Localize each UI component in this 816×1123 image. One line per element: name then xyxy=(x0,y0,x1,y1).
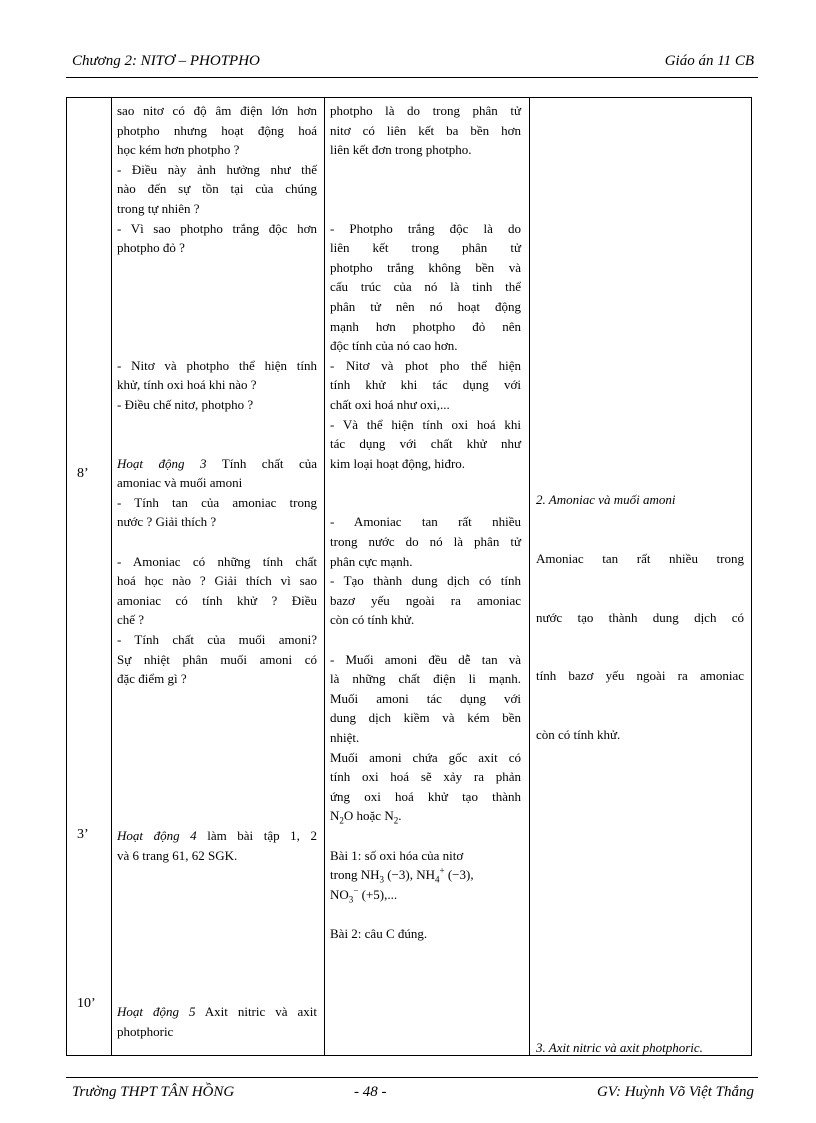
n2o-formula-line: $N_2O$ hoặc $N_2$. xyxy=(330,808,402,826)
teacher-line: photpho đỏ ? xyxy=(117,240,185,256)
content-section-2 xyxy=(536,490,744,784)
student-line: chất oxi hoá như oxi,... xyxy=(330,396,450,412)
exercise-2-line: Bài 2: câu C đúng. xyxy=(330,925,428,941)
teacher-line: sao nitơ có độ âm điện lớn hơn xyxy=(117,103,317,118)
student-line: còn có tính khử. xyxy=(330,612,415,628)
footer-rule xyxy=(66,1077,758,1078)
student-line: độc tính của nó cao hơn. xyxy=(330,338,458,354)
student-line: liên kết trong phân tử xyxy=(330,240,521,256)
header-lesson-plan: Giáo án 11 CB xyxy=(664,53,754,69)
student-line: tác dụng với chất khử như xyxy=(330,436,521,452)
teacher-line: Sự nhiệt phân muối amoni có xyxy=(117,651,317,667)
student-line: kim loại hoạt động, hiđro. xyxy=(330,455,466,471)
teacher-line: chế ? xyxy=(117,612,145,628)
teacher-line: photpho nhưng hoạt động hoá xyxy=(117,122,317,138)
student-column xyxy=(330,101,521,944)
teacher-line: và 6 trang 61, 62 SGK. xyxy=(117,847,238,863)
time-activity-5: 10’ xyxy=(77,996,96,1011)
student-line: mạnh hơn photpho đỏ nên xyxy=(330,318,521,334)
student-line: - Amoniac tan rất nhiều xyxy=(330,514,521,530)
teacher-line: đặc điểm gì ? xyxy=(117,671,187,687)
header-chapter: Chương 2: NITƠ – PHOTPHO xyxy=(72,53,260,69)
student-line: - Tạo thành dung dịch có tính xyxy=(330,573,521,589)
lesson-table xyxy=(66,97,752,1056)
student-line: là những chất điện li mạnh. xyxy=(330,671,521,687)
exercise-1-line: Bài 1: số oxi hóa của nitơ xyxy=(330,847,464,863)
teacher-line: trong tự nhiên ? xyxy=(117,200,200,216)
student-line: dung dịch kiềm và kém bền xyxy=(330,710,521,726)
column-divider-1 xyxy=(111,98,112,1055)
teacher-line: - Điều này ảnh hưởng như thế xyxy=(117,161,317,177)
teacher-line: học kém hơn photpho ? xyxy=(117,142,240,158)
activity-4-heading: Hoạt động 4 làm bài tập 1, 2 xyxy=(117,827,317,843)
student-line: cấu trúc của nó là tinh thể xyxy=(330,279,521,295)
teacher-line: - Amoniac có những tính chất xyxy=(117,553,317,569)
student-line: - Muối amoni đều dễ tan và xyxy=(330,651,521,667)
column-divider-2 xyxy=(324,98,325,1055)
section-3-heading: 3. Axit nitric và axit photphoric. xyxy=(536,1040,703,1055)
time-activity-3: 8’ xyxy=(77,466,89,481)
exercise-1-formula-line: $NO_3^-$ (+5),... xyxy=(330,885,398,905)
content-line: Amoniac tan rất nhiều trong xyxy=(536,550,744,566)
teacher-line: khử, tính oxi hoá khi nào ? xyxy=(117,377,257,393)
teacher-line: nước ? Giải thích ? xyxy=(117,514,217,530)
teacher-line: - Tính tan của amoniac trong xyxy=(117,494,317,510)
footer-teacher: GV: Huỳnh Võ Việt Thắng xyxy=(596,1084,754,1100)
time-activity-4: 3’ xyxy=(77,827,89,842)
teacher-line: - Nitơ và photpho thể hiện tính xyxy=(117,357,317,373)
student-line: nhiệt. xyxy=(330,730,360,745)
teacher-line: - Tính chất của muối amoni? xyxy=(117,632,317,648)
student-line: nitơ có liên kết ba bền hơn xyxy=(330,122,521,138)
teacher-line: amoniac và muối amoni xyxy=(117,475,243,491)
student-line: - Nitơ và phot pho thể hiện xyxy=(330,357,521,373)
student-line: photpho là do trong phân tử xyxy=(330,103,521,118)
teacher-line: - Vì sao photpho trắng độc hơn xyxy=(117,220,317,236)
student-line: tính oxi hoá sẽ xảy ra phản xyxy=(330,769,521,785)
activity-5-heading: Hoạt động 5 Axit nitric và axit xyxy=(117,1004,317,1020)
student-line: - Và thể hiện tính oxi hoá khi xyxy=(330,416,521,432)
student-line: bazơ yếu ngoài ra amoniac xyxy=(330,592,521,608)
page-number: - 48 - xyxy=(354,1084,387,1100)
header-rule xyxy=(66,77,758,78)
student-line: phân cực mạnh. xyxy=(330,553,413,569)
teacher-line: nào đến sự tồn tại của chúng xyxy=(117,181,317,197)
section-2-heading: 2. Amoniac và muối amoni xyxy=(536,492,676,507)
teacher-line: photphoric xyxy=(117,1023,174,1039)
teacher-line: amoniac có tính khử ? Điều xyxy=(117,592,317,608)
content-line: tính bazơ yếu ngoài ra amoniac xyxy=(536,668,744,684)
teacher-line: - Điều chế nitơ, photpho ? xyxy=(117,396,254,412)
student-line: ứng oxi hoá khử tạo thành xyxy=(330,788,521,804)
student-line: Muối amoni tác dụng với xyxy=(330,690,521,706)
student-line: tính khử khi tác dụng với xyxy=(330,377,521,393)
content-line: còn có tính khử. xyxy=(536,727,621,743)
student-line: liên kết đơn trong photpho. xyxy=(330,142,472,158)
student-line: trong nước do nó là phân tử xyxy=(330,534,521,550)
teacher-column xyxy=(117,101,317,1042)
student-line: Muối amoni chứa gốc axit có xyxy=(330,749,521,765)
student-line: photpho trắng không bền và xyxy=(330,259,521,275)
teacher-line: hoá học nào ? Giải thích vì sao xyxy=(117,573,317,589)
exercise-1-formula-line: trong $NH_3$ (−3), $NH_4^+$ (−3), xyxy=(330,865,474,885)
column-divider-3 xyxy=(529,98,530,1055)
content-line: nước tạo thành dung dịch có xyxy=(536,609,744,625)
student-line: phân tử nên nó hoạt động xyxy=(330,298,521,314)
student-line: - Photpho trắng độc là do xyxy=(330,220,521,236)
footer-school: Trường THPT TÂN HỒNG xyxy=(72,1084,235,1100)
activity-3-heading: Hoạt động 3 Tính chất của xyxy=(117,455,318,471)
